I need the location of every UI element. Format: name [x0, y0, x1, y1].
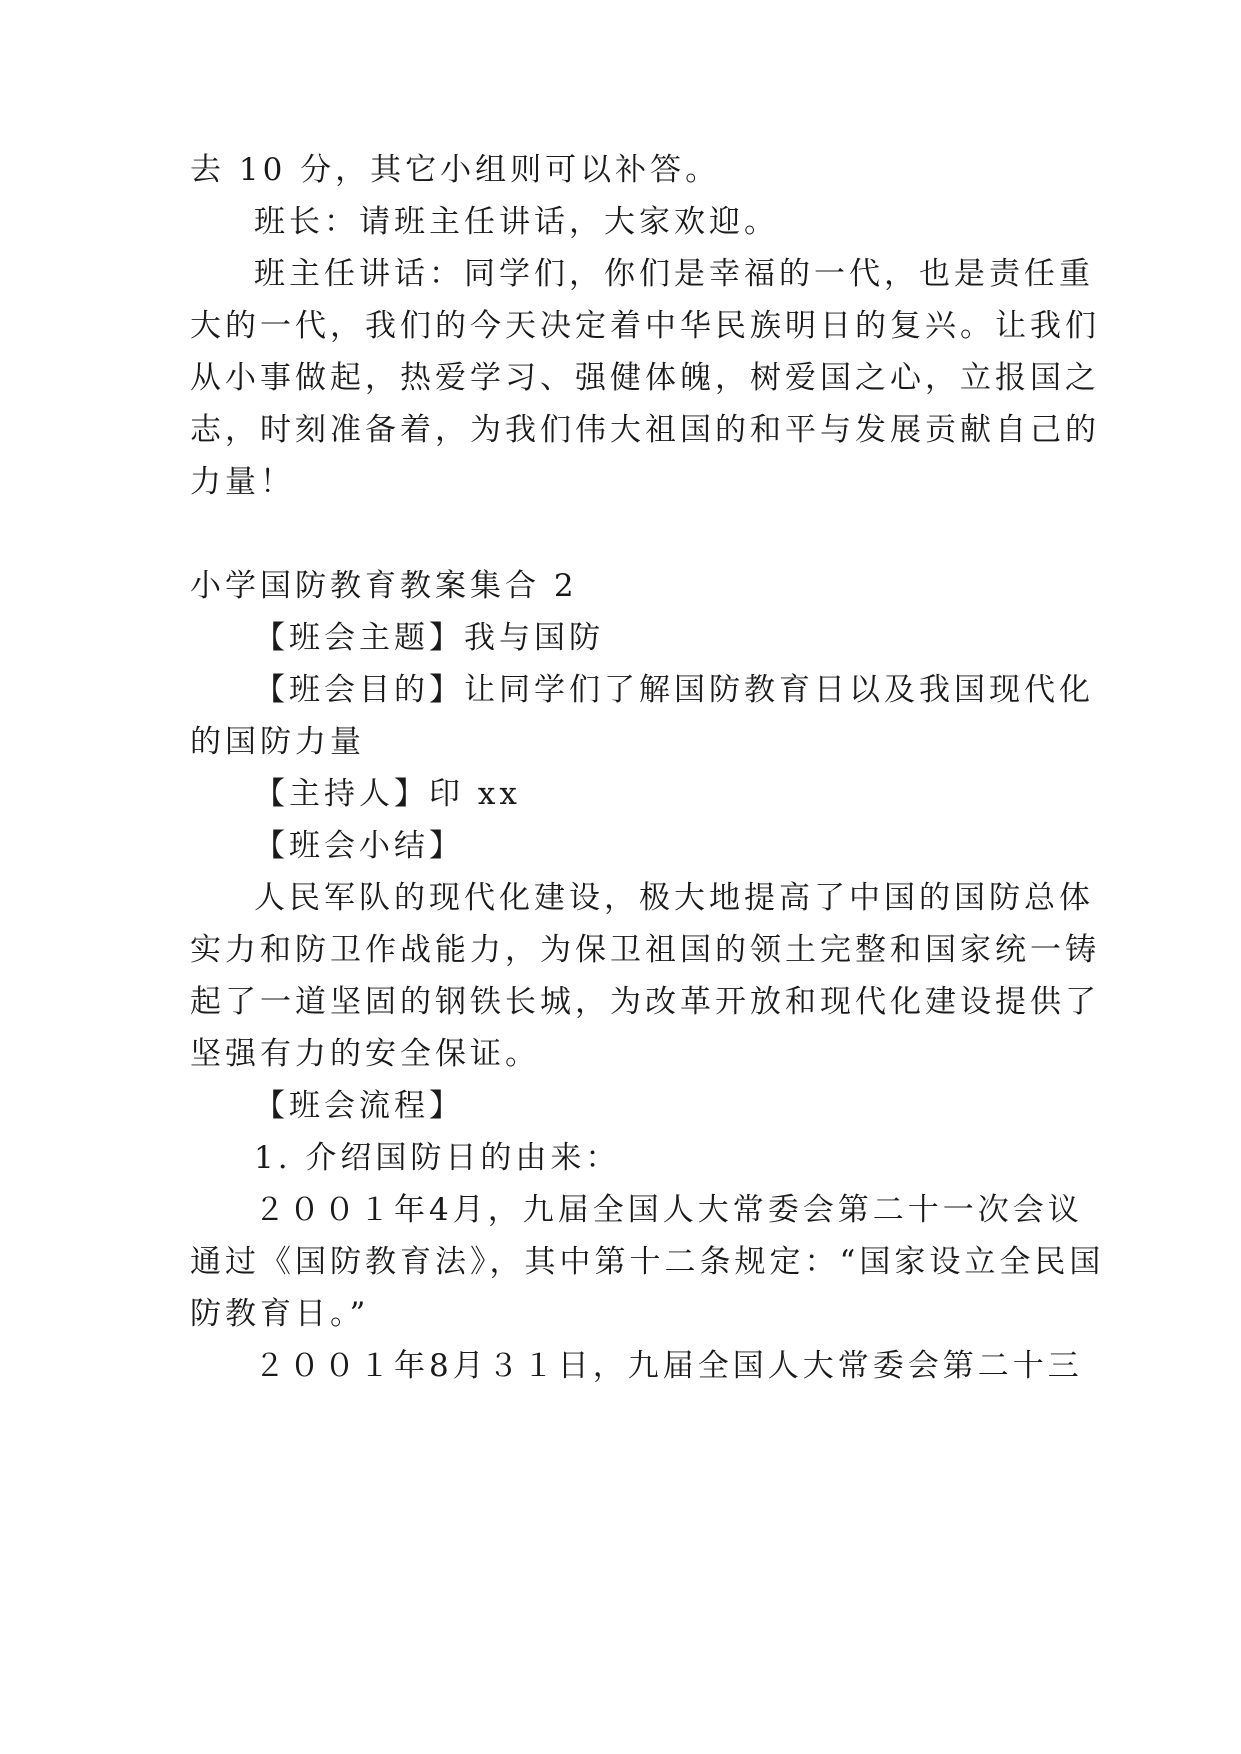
paragraph-line: 大的一代，我们的今天决定着中华民族明日的复兴。让我们	[190, 308, 1100, 344]
paragraph-line: 通过《国防教育法》，其中第十二条规定：“国家设立全民国	[190, 1244, 1105, 1280]
paragraph-line: 【班会主题】我与国防	[254, 620, 604, 656]
paragraph-line: 坚强有力的安全保证。	[190, 1036, 540, 1072]
paragraph-line: 实力和防卫作战能力，为保卫祖国的领土完整和国家统一铸	[190, 932, 1100, 968]
paragraph-line: 1. 介绍国防日的由来：	[254, 1140, 621, 1176]
paragraph-line: ２００１年8月３１日，九届全国人大常委会第二十三	[254, 1348, 1083, 1384]
paragraph-line: 班长：请班主任讲话，大家欢迎。	[254, 204, 779, 240]
paragraph-line: 【主持人】印 xx	[254, 776, 521, 812]
paragraph-line: 【班会小结】	[254, 828, 464, 864]
paragraph-line: 【班会流程】	[254, 1088, 464, 1124]
section-title: 小学国防教育教案集合 2	[190, 568, 578, 604]
paragraph-line: 班主任讲话：同学们，你们是幸福的一代，也是责任重	[254, 256, 1094, 292]
paragraph-line: ２００１年4月，九届全国人大常委会第二十一次会议	[254, 1192, 1083, 1228]
paragraph-line: 的国防力量	[190, 724, 365, 760]
paragraph-line: 从小事做起，热爱学习、强健体魄，树爱国之心，立报国之	[190, 360, 1100, 396]
paragraph-line: 人民军队的现代化建设，极大地提高了中国的国防总体	[254, 880, 1094, 916]
paragraph-line: 防教育日。”	[190, 1296, 370, 1332]
paragraph-line: 【班会目的】让同学们了解国防教育日以及我国现代化	[254, 672, 1094, 708]
paragraph-line: 去 10 分，其它小组则可以补答。	[190, 152, 721, 188]
paragraph-line: 志，时刻准备着，为我们伟大祖国的和平与发展贡献自己的	[190, 412, 1100, 448]
paragraph-line: 起了一道坚固的钢铁长城，为改革开放和现代化建设提供了	[190, 984, 1100, 1020]
paragraph-line: 力量！	[190, 464, 295, 500]
